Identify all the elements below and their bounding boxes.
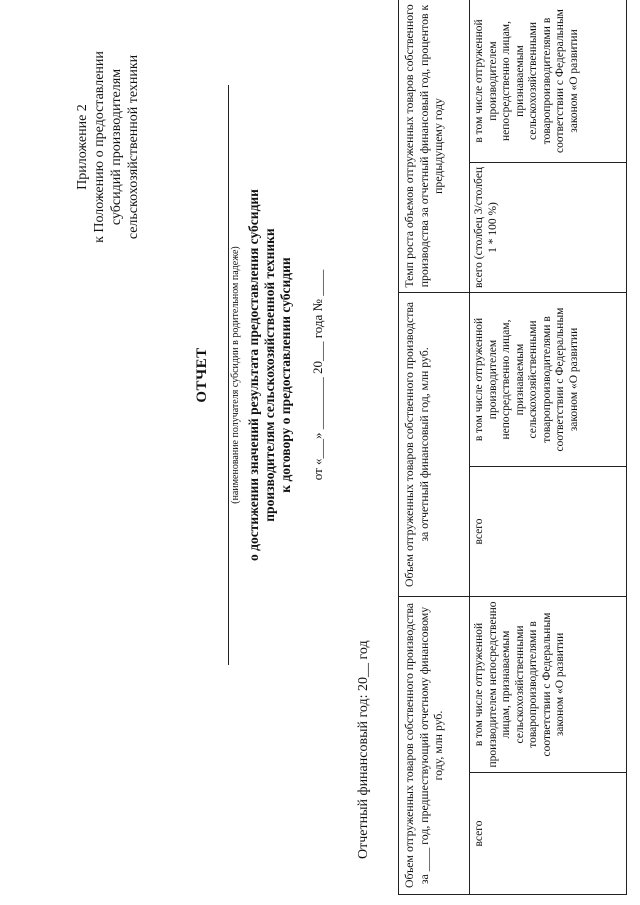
header-prev-year-volume: Объем отгруженных товаров собственного производства за ____ год, предшествующий отчетному финансовому году, млн руб.: [399, 597, 470, 895]
fiscal-year-line: Отчетный финансовый год: 20__ год: [356, 640, 371, 859]
report-subject: [246, 85, 294, 665]
header-including-3: в том числе отгруженной производителем непосредственно лицам, признаваемым сельскохозяйственными товаропроизводителями в соответствии с Федеральным законом «О развитии: [470, 0, 627, 163]
table-subheader-row: [470, 0, 627, 895]
appendix-line: субсидий производителям: [109, 68, 124, 226]
table-header-row: [399, 0, 470, 895]
appendix-block: [74, 17, 142, 277]
header-total-3: всего (столбец 3/столбец 1 * 100 %): [470, 163, 627, 293]
appendix-line: сельскохозяйственной техники: [126, 54, 141, 240]
subject-line: производителям сельскохозяйственной техники: [262, 228, 277, 522]
subject-line: о достижении значений результата предоставления субсидии: [246, 189, 261, 561]
header-current-year-volume: Объем отгруженных товаров собственного производства за отчетный финансовый год, млн руб.: [399, 293, 470, 597]
header-including-2: в том числе отгруженной производителем непосредственно лицам, признаваемым сельскохозяйственными товаропроизводителями в соответствии с Федеральным законом «О развитии: [470, 293, 627, 467]
header-including-1: в том числе отгруженной производителем непосредственно лицам, признаваемым сельскохозяйственными товаропроизводителями в соответствии с Федеральным законом «О развитии: [470, 597, 627, 773]
recipient-hint: (наименование получателя субсидии в родительном падеже): [230, 246, 241, 504]
report-table: [398, 0, 627, 895]
subject-line: к договору о предоставлении субсидии: [278, 257, 293, 493]
header-growth-rate: Темп роста объемов отгруженных товаров собственного производства за отчетный финансовый год, процентов к предыдущему году: [399, 0, 470, 293]
agreement-date-line: от «___» ________ 20___ года № ____: [310, 269, 325, 481]
appendix-line: Приложение 2: [75, 104, 90, 190]
report-title: ОТЧЕТ: [194, 347, 210, 403]
recipient-name-line: [228, 85, 229, 665]
header-total-2: всего: [470, 467, 627, 597]
header-total-1: всего: [470, 773, 627, 895]
appendix-line: к Положению о предоставлении: [92, 51, 107, 243]
